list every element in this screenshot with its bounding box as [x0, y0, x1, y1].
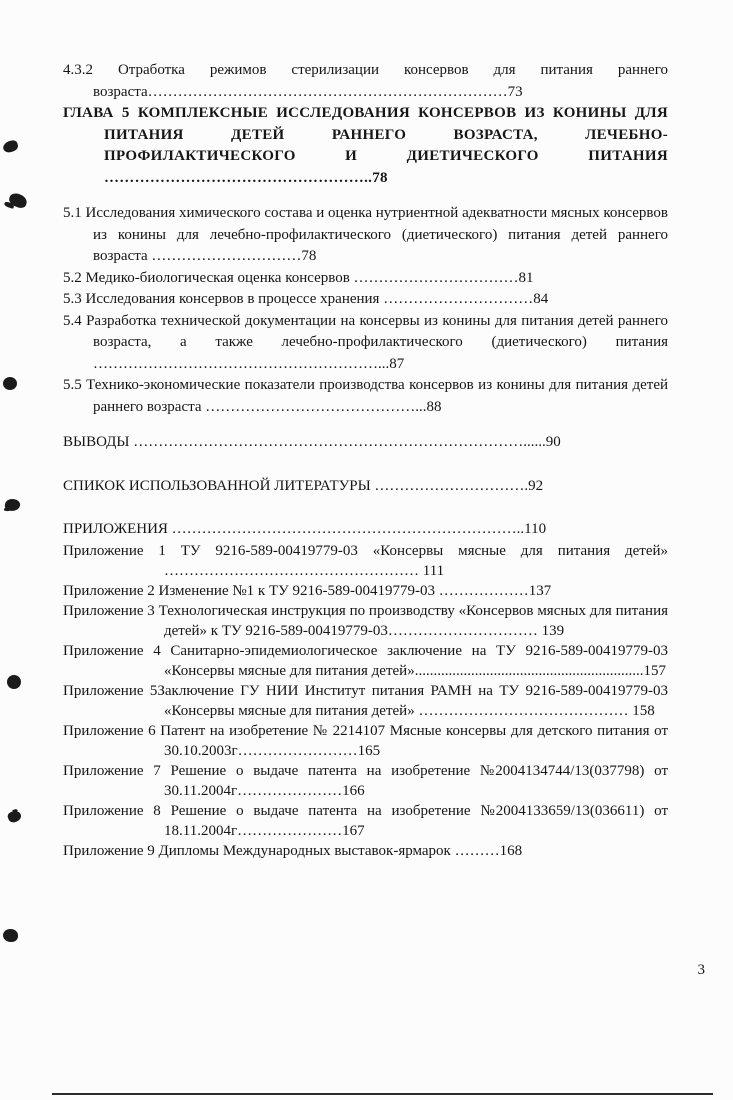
table-of-contents	[63, 60, 668, 861]
appendix-entry-8: Приложение 8 Решение о выдаче патента на изобретение №2004133659/13(036611) от 18.11.2004г…………………167	[63, 802, 668, 839]
appendix-entry-4: Приложение 4 Санитарно-эпидемиологическое заключение на ТУ 9216-589-00419779-03 «Консервы мясные для питания детей».............................................................157	[63, 642, 668, 679]
toc-entry-5-1: 5.1 Исследования химического состава и оценка нутриентной адекватности мясных консервов из конины для лечебно-профилактического (диетического) питания детей раннего возраста …………………………78	[63, 205, 668, 264]
scan-artifact-blob	[4, 498, 21, 512]
toc-chapter-5-heading: ГЛАВА 5 КОМПЛЕКСНЫЕ ИССЛЕДОВАНИЯ КОНСЕРВОВ ИЗ КОНИНЫ ДЛЯ ПИТАНИЯ ДЕТЕЙ РАННЕГО ВОЗРАСТА, ЛЕЧЕБНО-ПРОФИЛАКТИЧЕСКОГО И ДИЕТИЧЕСКОГО ПИТАНИЯ ……………………………………………..78	[63, 105, 668, 186]
toc-entry-5-3: 5.3 Исследования консервов в процессе хранения …………………………84	[63, 291, 549, 307]
appendix-entry-9: Приложение 9 Дипломы Международных выставок-ярмарок ………168	[63, 842, 523, 859]
appendix-entry-2: Приложение 2 Изменение №1 к ТУ 9216-589-00419779-03 ………………137	[63, 582, 552, 599]
scan-artifact-blob	[7, 192, 28, 210]
scan-artifact-blob	[6, 809, 22, 824]
page-number: 3	[697, 962, 705, 978]
scan-edge-line	[52, 1093, 713, 1095]
scan-artifact-blob	[3, 377, 17, 390]
toc-entry-5-5: 5.5 Технико-экономические показатели производства консервов из конины для питания детей раннего возраста ……………………………………...88	[63, 377, 668, 415]
toc-entry-5-4: 5.4 Разработка технической документации на консервы из конины для питания детей раннего возраста, а также лечебно-профилактического (диетического) питания …………………………………………………...87	[63, 312, 668, 372]
appendix-entry-5: Приложение 5Заключение ГУ НИИ Институт питания РАМН на ТУ 9216-589-00419779-03 «Консервы мясные для питания детей» …………………………………… 158	[63, 682, 668, 719]
scan-artifact-blob	[2, 139, 19, 154]
appendix-entry-1: Приложение 1 ТУ 9216-589-00419779-03 «Консервы мясные для питания детей» …………………………………………… 111	[63, 542, 668, 579]
appendix-entry-6: Приложение 6 Патент на изобретение № 2214107 Мясные консервы для детского питания от 30.10.2003г……………………165	[63, 722, 668, 759]
appendix-entry-3: Приложение 3 Технологическая инструкция по производству «Консервов мясных для питания детей» к ТУ 9216-589-00419779-03………………………… 139	[63, 602, 668, 639]
toc-entry-5-2: 5.2 Медико-биологическая оценка консервов ……………………………81	[63, 269, 534, 286]
appendix-entry-7: Приложение 7 Решение о выдаче патента на изобретение №2004134744/13(037798) от 30.11.2004г…………………166	[63, 762, 668, 799]
scan-artifact-blob	[3, 929, 18, 942]
toc-entry-4-3-2: 4.3.2 Отработка режимов стерилизации консервов для питания раннего возраста………………………………………………………………73	[63, 62, 668, 100]
toc-entry-vyvody: ВЫВОДЫ ……………………………………………………………………......90	[63, 434, 561, 450]
toc-entry-prilozheniya: ПРИЛОЖЕНИЯ ……………………………………………………………..110	[63, 521, 547, 537]
toc-entry-spisok-literatury: СПИКОК ИСПОЛЬЗОВАННОЙ ЛИТЕРАТУРЫ ………………………….92	[63, 477, 544, 494]
scan-artifact-blob	[7, 675, 21, 689]
